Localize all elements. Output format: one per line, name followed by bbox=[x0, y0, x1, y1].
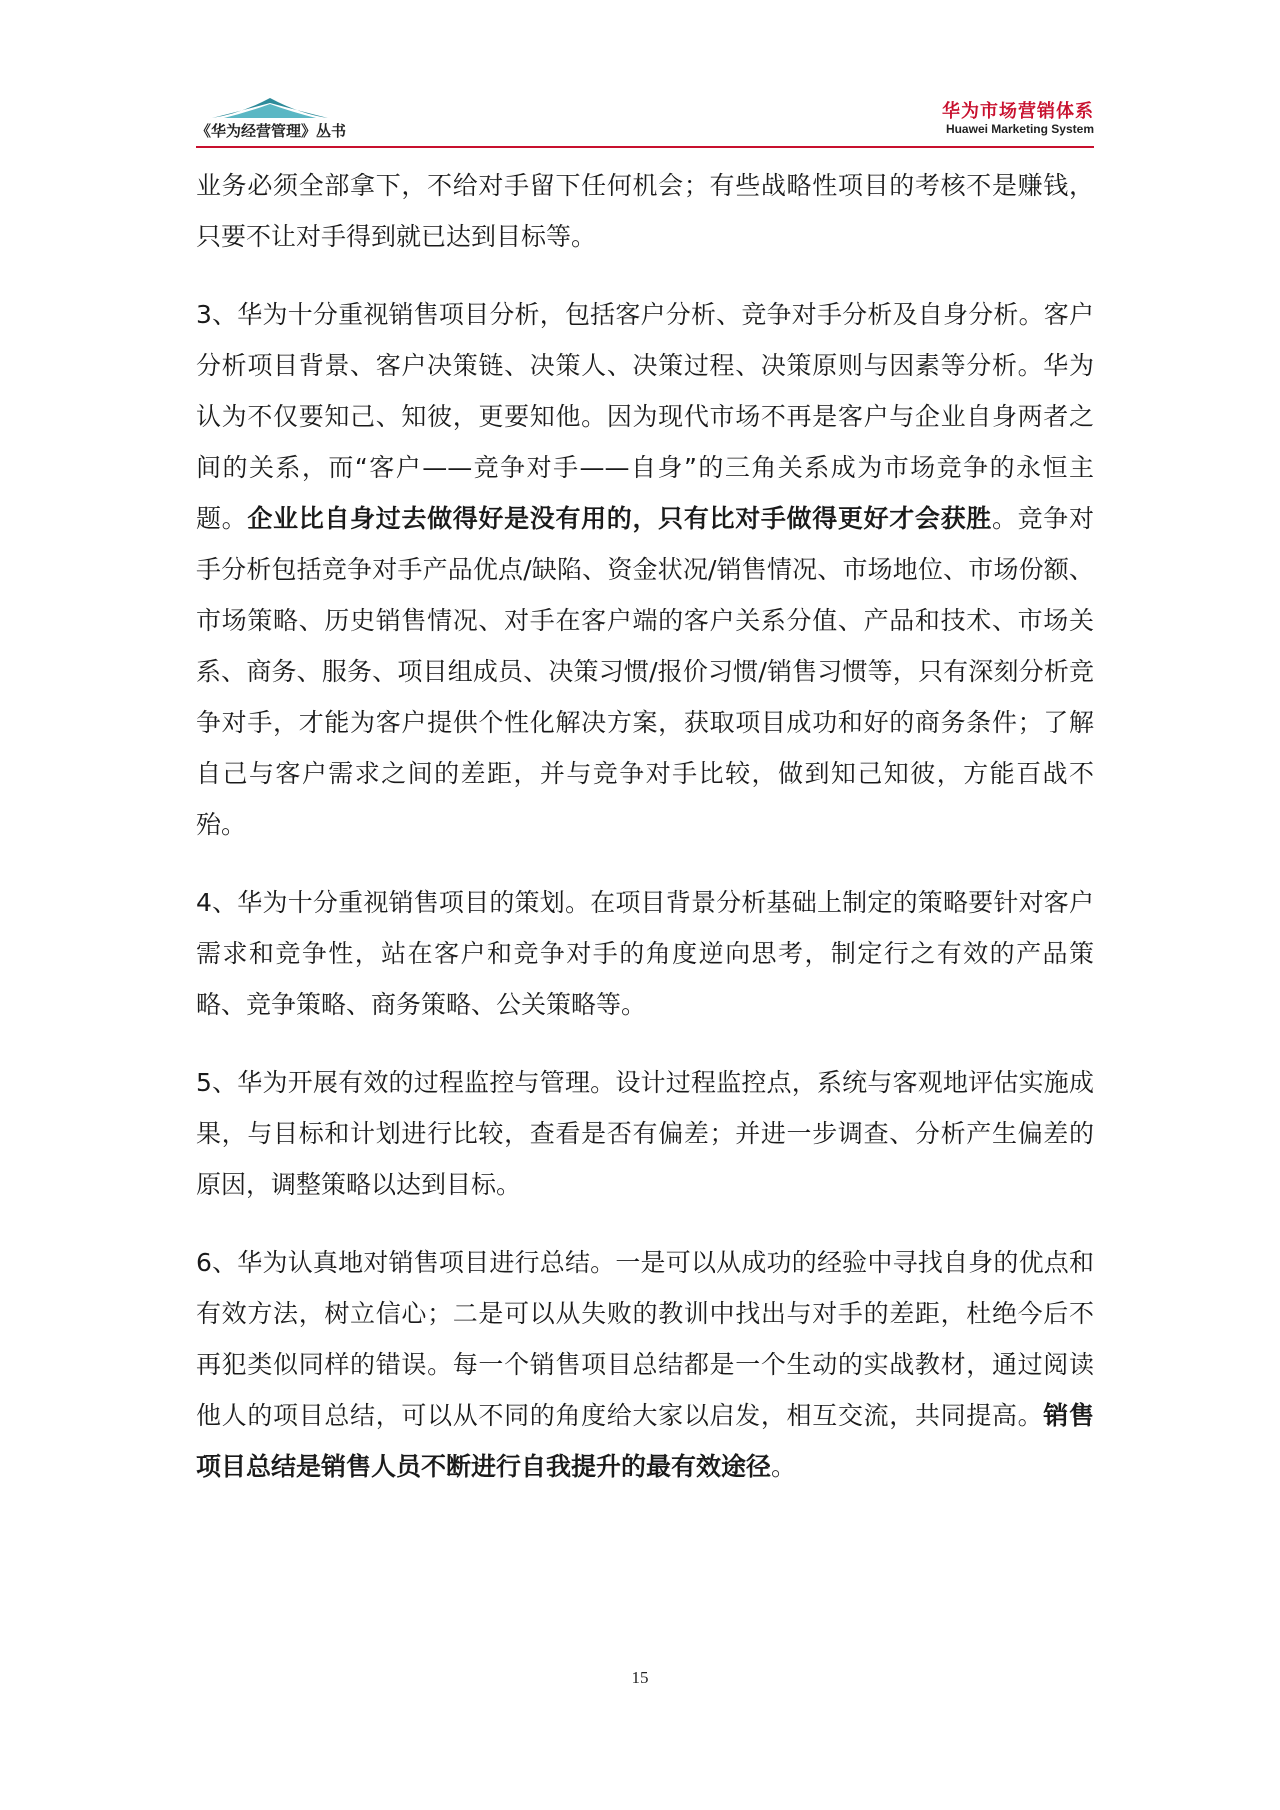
paragraph-5-monitoring: 5、华为开展有效的过程监控与管理。设计过程监控点，系统与客观地评估实施成果，与目标和计划进行比较，查看是否有偏差；并进一步调查、分析产生偏差的原因，调整策略以达到目标。 bbox=[196, 1068, 1094, 1199]
book-series-title: 《华为经营管理》丛书 bbox=[196, 122, 347, 140]
house-roof-logo-icon bbox=[210, 94, 330, 120]
brand-title-cn: 华为市场营销体系 bbox=[942, 101, 1094, 122]
paragraph-6-summary: 6、华为认真地对销售项目进行总结。一是可以从成功的经验中寻找自身的优点和有效方法，树立信心；二是可以从失败的教训中找出与对手的差距，杜绝今后不再犯类似同样的错误。每一个销售项目总结都是一个生动的实战教材，通过阅读他人的项目总结，可以从不同的角度给大家以启发，相互交流，共同提高。销售项目总结是销售人员不断进行自我提升的最有效途径。 bbox=[196, 1248, 1094, 1481]
bold-emphasis: 销售项目总结是销售人员不断进行自我提升的最有效途径 bbox=[196, 1401, 1094, 1481]
brand-title-en: Huawei Marketing System bbox=[945, 122, 1094, 136]
brand-block bbox=[942, 102, 1094, 136]
page-number: 15 bbox=[631, 1668, 649, 1687]
bold-emphasis: 企业比自身过去做得好是没有用的，只有比对手做得更好才会获胜 bbox=[247, 504, 992, 533]
header-divider bbox=[196, 146, 1094, 148]
page-header bbox=[196, 88, 1094, 146]
body-content bbox=[196, 160, 1094, 1519]
paragraph-continuation: 业务必须全部拿下，不给对手留下任何机会；有些战略性项目的考核不是赚钱，只要不让对手得到就已达到目标等。 bbox=[196, 171, 1094, 251]
paragraph-4-planning: 4、华为十分重视销售项目的策划。在项目背景分析基础上制定的策略要针对客户需求和竞争性，站在客户和竞争对手的角度逆向思考，制定行之有效的产品策略、竞争策略、商务策略、公关策略等。 bbox=[196, 888, 1094, 1019]
paragraph-3-analysis: 3、华为十分重视销售项目分析，包括客户分析、竞争对手分析及自身分析。客户分析项目背景、客户决策链、决策人、决策过程、决策原则与因素等分析。华为认为不仅要知己、知彼，更要知他。因为现代市场不再是客户与企业自身两者之间的关系，而“客户——竞争对手——自身”的三角关系成为市场竞争的永恒主题。企业比自身过去做得好是没有用的，只有比对手做得更好才会获胜。竞争对手分析包括竞争对手产品优点/缺陷、资金状况/销售情况、市场地位、市场份额、市场策略、历史销售情况、对手在客户端的客户关系分值、产品和技术、市场关系、商务、服务、项目组成员、决策习惯/报价习惯/销售习惯等，只有深刻分析竞争对手，才能为客户提供个性化解决方案，获取项目成功和好的商务条件；了解自己与客户需求之间的差距，并与竞争对手比较，做到知己知彼，方能百战不殆。 bbox=[196, 300, 1094, 839]
